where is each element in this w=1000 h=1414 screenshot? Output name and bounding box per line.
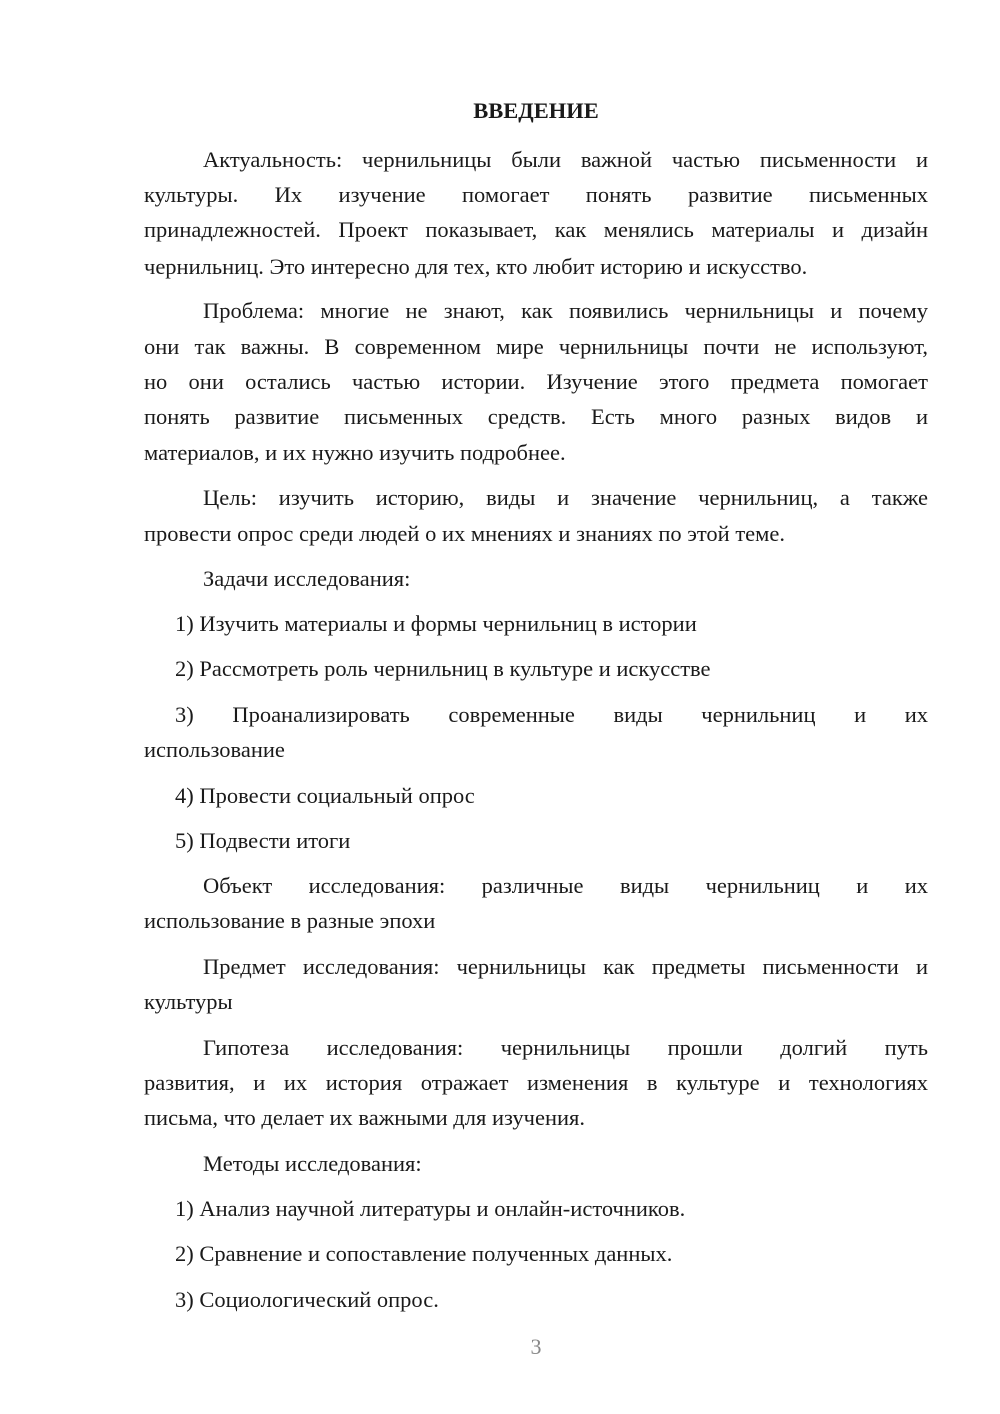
task-item: 2) Рассмотреть роль чернильниц в культуре и искусстве: [175, 656, 711, 681]
problem-line: материалов, и их нужно изучить подробнее.: [144, 440, 566, 465]
object-line: Объект исследования: различные виды чернильниц и их: [203, 873, 928, 898]
method-item: 2) Сравнение и сопоставление полученных данных.: [175, 1241, 673, 1266]
task-item-continuation: использование: [144, 737, 285, 762]
problem-line: они так важны. В современном мире чернильницы почти не используют,: [144, 334, 928, 359]
object-line: использование в разные эпохи: [144, 908, 436, 933]
actuality-line: культуры. Их изучение помогает понять развитие письменных: [144, 182, 928, 207]
page-title: ВВЕДЕНИЕ: [473, 98, 599, 123]
subject-line: культуры: [144, 989, 233, 1014]
hypothesis-line: письма, что делает их важными для изучения.: [144, 1105, 586, 1130]
actuality-line: принадлежностей. Проект показывает, как менялись материалы и дизайн: [144, 217, 928, 242]
tasks-heading: Задачи исследования:: [203, 566, 411, 591]
problem-line: понять развитие письменных средств. Есть много разных видов и: [144, 404, 928, 429]
method-item: 1) Анализ научной литературы и онлайн-источников.: [175, 1196, 686, 1221]
goal-line: провести опрос среди людей о их мнениях и знаниях по этой теме.: [144, 521, 786, 546]
problem-line: Проблема: многие не знают, как появились чернильницы и почему: [203, 298, 928, 323]
goal-line: Цель: изучить историю, виды и значение чернильниц, а также: [203, 485, 928, 510]
task-item: 3) Проанализировать современные виды чернильниц и их: [175, 702, 928, 727]
hypothesis-line: Гипотеза исследования: чернильницы прошли долгий путь: [203, 1035, 928, 1060]
hypothesis-line: развития, и их история отражает изменения в культуре и технологиях: [144, 1070, 928, 1095]
task-item: 1) Изучить материалы и формы чернильниц в истории: [175, 611, 697, 636]
problem-line: но они остались частью истории. Изучение этого предмета помогает: [144, 369, 928, 394]
task-item: 5) Подвести итоги: [175, 828, 351, 853]
subject-line: Предмет исследования: чернильницы как предметы письменности и: [203, 954, 928, 979]
actuality-line: чернильниц. Это интересно для тех, кто любит историю и искусство.: [144, 254, 808, 279]
page-number: 3: [530, 1334, 542, 1359]
method-item: 3) Социологический опрос.: [175, 1287, 439, 1312]
actuality-line: Актуальность: чернильницы были важной частью письменности и: [203, 147, 928, 172]
task-item: 4) Провести социальный опрос: [175, 783, 475, 808]
methods-heading: Методы исследования:: [203, 1151, 422, 1176]
